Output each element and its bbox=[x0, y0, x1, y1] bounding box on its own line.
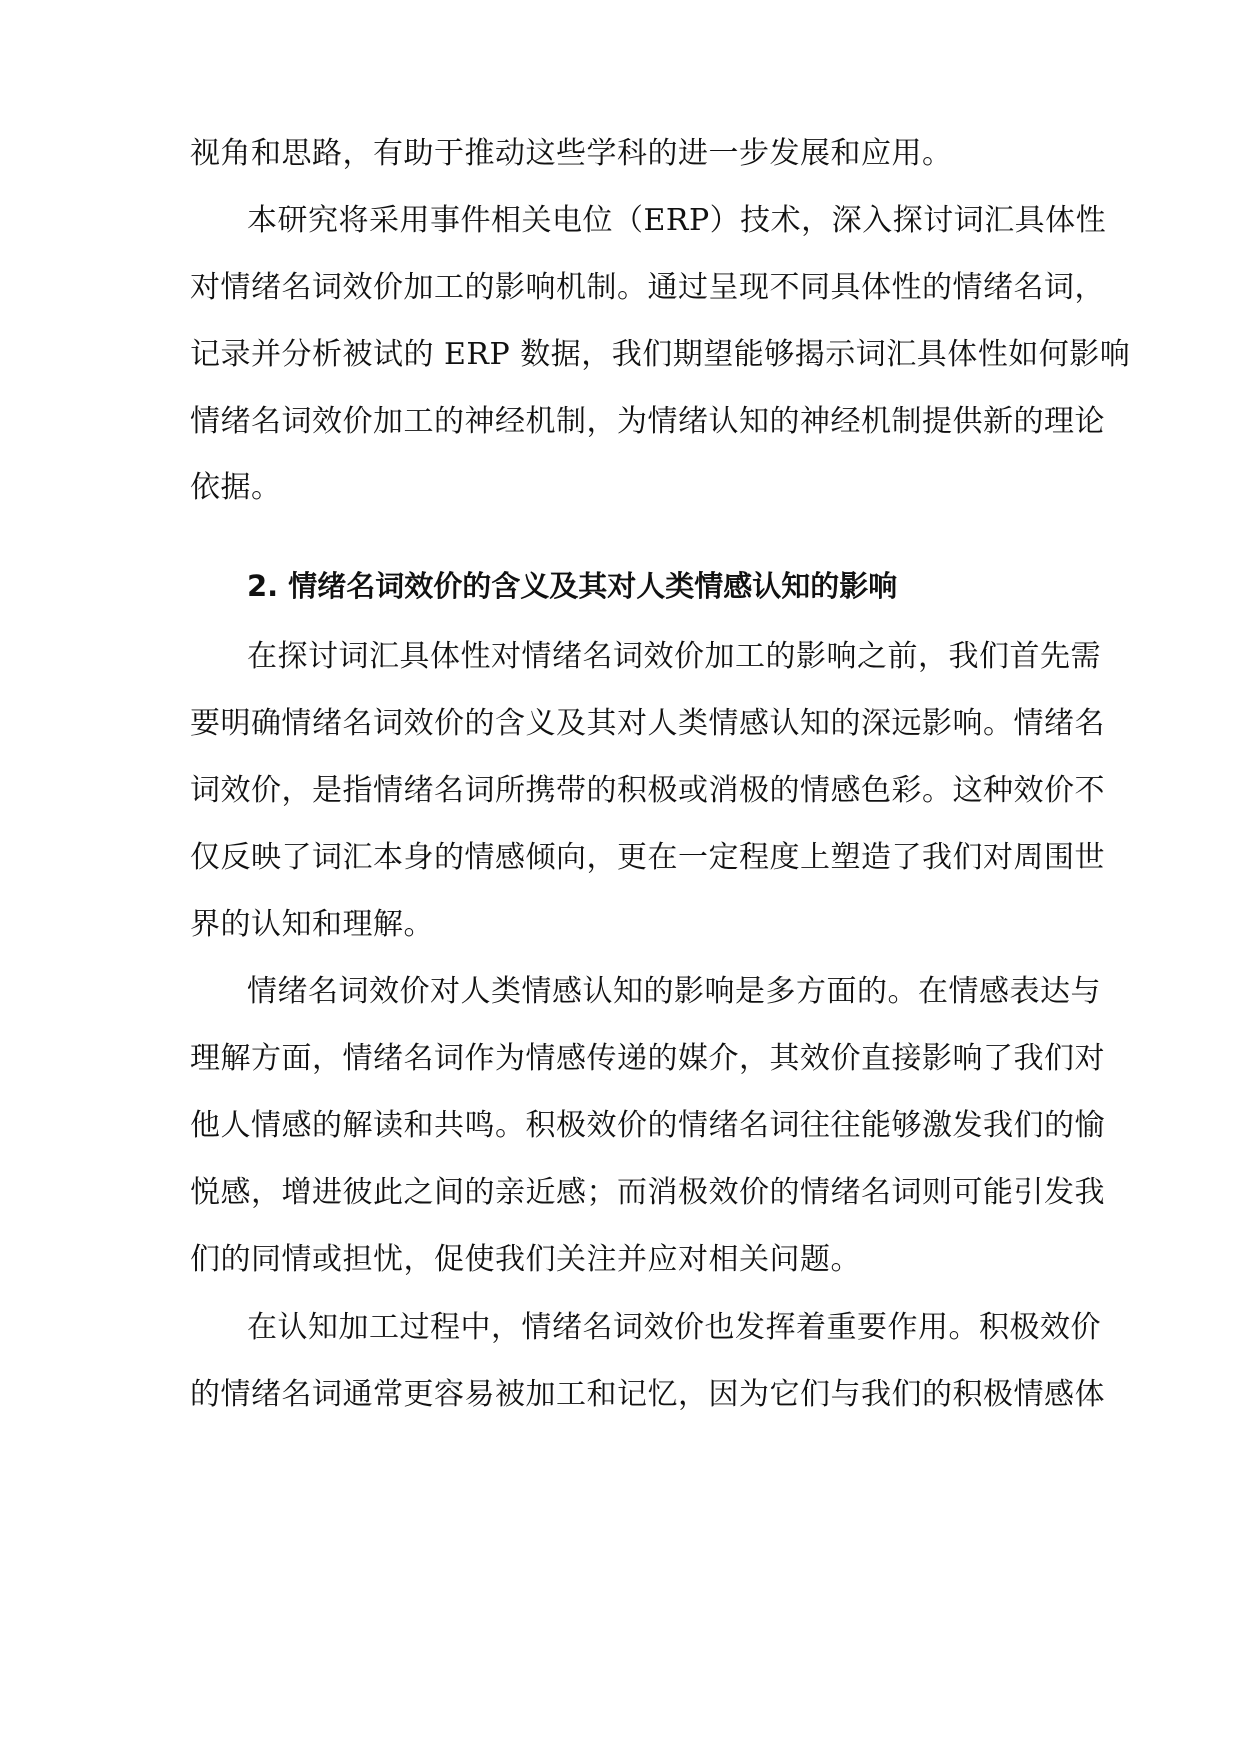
text-line: 要明确情绪名词效价的含义及其对人类情感认知的深远影响。情绪名 bbox=[190, 706, 1105, 741]
text-line: 他人情感的解读和共鸣。积极效价的情绪名词往往能够激发我们的愉 bbox=[190, 1108, 1105, 1143]
text-line: 本研究将采用事件相关电位（ERP）技术，深入探讨词汇具体性 bbox=[247, 203, 1107, 238]
text-line: 悦感，增进彼此之间的亲近感；而消极效价的情绪名词则可能引发我 bbox=[190, 1175, 1105, 1210]
text-line: 对情绪名词效价加工的影响机制。通过呈现不同具体性的情绪名词， bbox=[190, 270, 1105, 305]
text-line: 们的同情或担忧，促使我们关注并应对相关问题。 bbox=[190, 1242, 861, 1277]
text-line: 界的认知和理解。 bbox=[190, 907, 434, 942]
text-line: 依据。 bbox=[190, 470, 282, 505]
text-line: 记录并分析被试的 ERP 数据，我们期望能够揭示词汇具体性如何影响 bbox=[190, 337, 1131, 372]
text-line: 情绪名词效价加工的神经机制，为情绪认知的神经机制提供新的理论 bbox=[190, 404, 1105, 439]
text-line: 仅反映了词汇本身的情感倾向，更在一定程度上塑造了我们对周围世 bbox=[190, 840, 1105, 875]
text-line: 在认知加工过程中，情绪名词效价也发挥着重要作用。积极效价 bbox=[247, 1310, 1101, 1345]
section-heading: 2. 情绪名词效价的含义及其对人类情感认知的影响 bbox=[247, 569, 898, 603]
text-line: 视角和思路，有助于推动这些学科的进一步发展和应用。 bbox=[190, 136, 953, 171]
text-line: 情绪名词效价对人类情感认知的影响是多方面的。在情感表达与 bbox=[247, 974, 1101, 1009]
text-line: 词效价，是指情绪名词所携带的积极或消极的情感色彩。这种效价不 bbox=[190, 773, 1105, 808]
text-line: 在探讨词汇具体性对情绪名词效价加工的影响之前，我们首先需 bbox=[247, 639, 1101, 674]
text-line: 理解方面，情绪名词作为情感传递的媒介，其效价直接影响了我们对 bbox=[190, 1041, 1105, 1076]
text-line: 的情绪名词通常更容易被加工和记忆，因为它们与我们的积极情感体 bbox=[190, 1377, 1105, 1412]
